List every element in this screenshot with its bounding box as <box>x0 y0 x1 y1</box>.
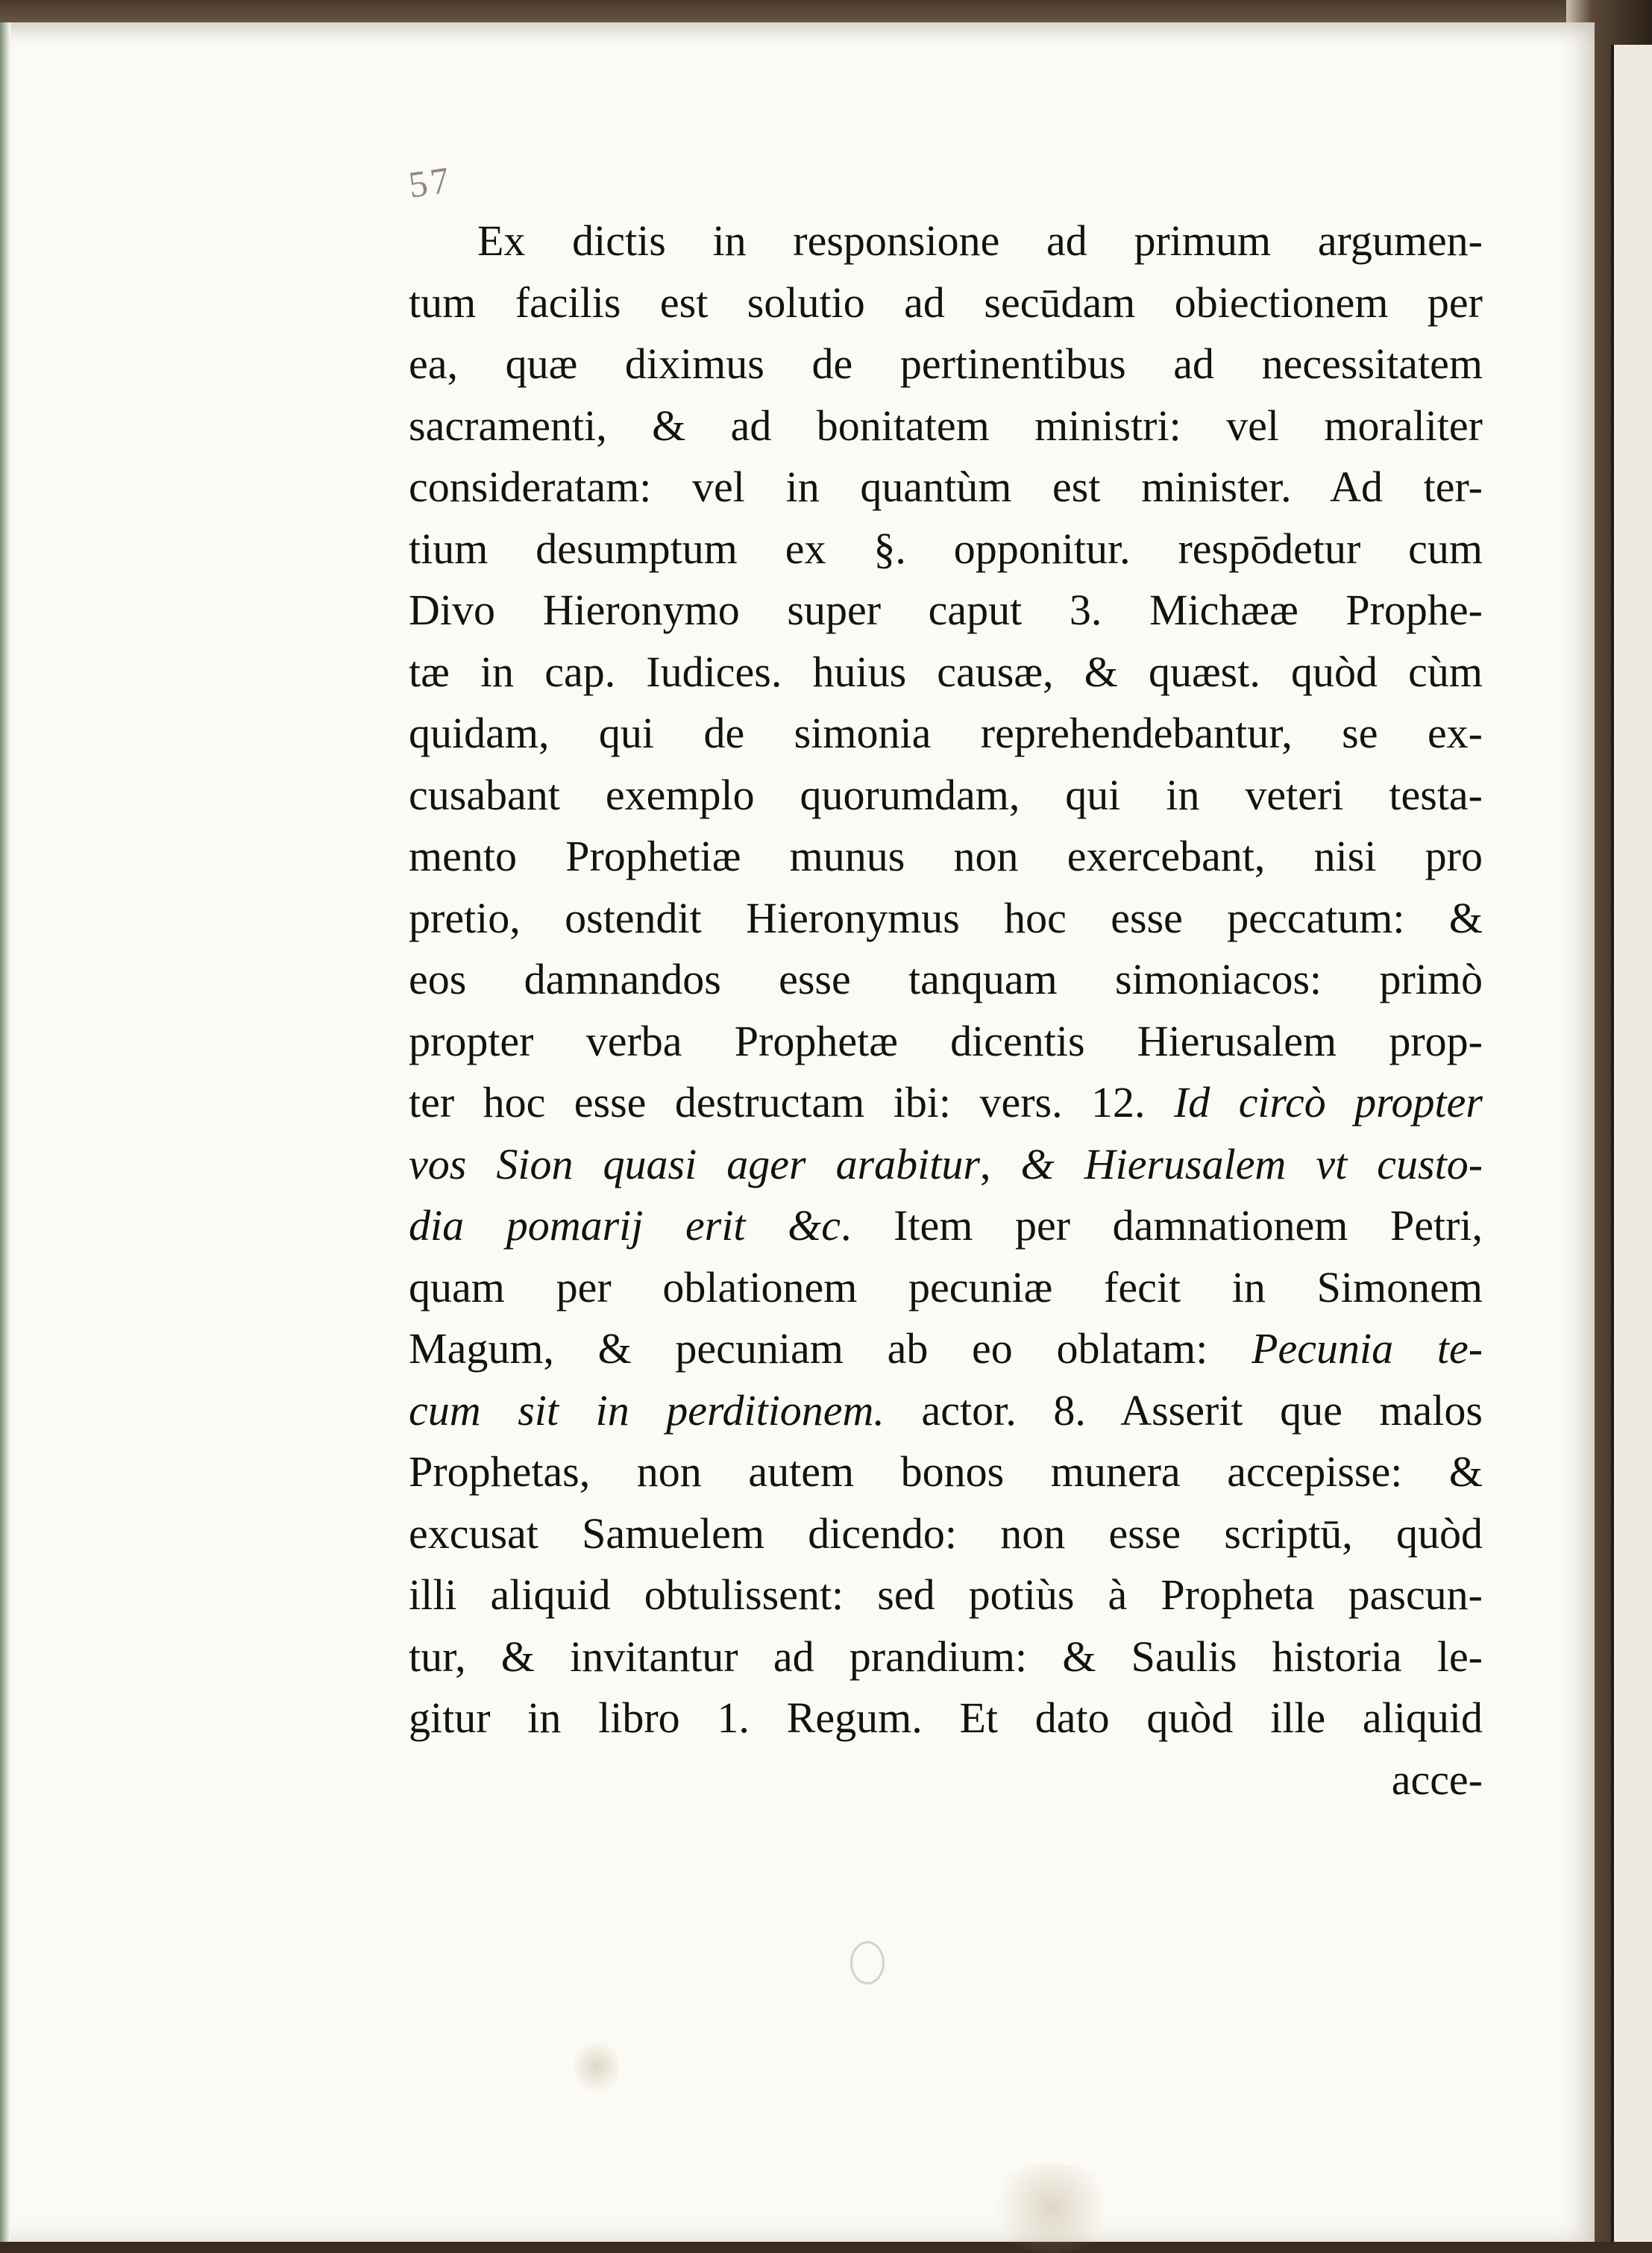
paper-stain <box>984 2163 1119 2253</box>
text-line <box>409 1441 1483 1503</box>
text-run: illi aliquid obtulissent: sed potiùs à Propheta pascun- <box>409 1570 1483 1619</box>
text-run: cusabant exemplo quorumdam, qui in veteri testa- <box>409 770 1483 819</box>
text-run: gitur in libro 1. Regum. Et dato quòd ille aliquid <box>409 1693 1483 1742</box>
text-run: . Item per damnationem Petri, <box>841 1201 1483 1250</box>
italic-text-run: dia pomarij erit &c <box>409 1201 841 1250</box>
text-line <box>409 1503 1483 1565</box>
text-run: Ex dictis in responsione ad primum argumen- <box>477 216 1483 265</box>
paper-stain <box>574 2037 619 2096</box>
text-line <box>409 765 1483 827</box>
text-line <box>409 272 1483 334</box>
text-run: tium desumptum ex §. opponitur. respōdetur cum <box>409 524 1483 573</box>
text-run: quam per oblationem pecuniæ fecit in Simonem <box>409 1262 1483 1312</box>
text-line <box>409 1011 1483 1073</box>
text-line <box>409 1134 1483 1196</box>
text-run: quidam, qui de simonia reprehendebantur, se ex- <box>409 709 1483 757</box>
page-number: 57 <box>406 158 455 206</box>
text-line <box>409 210 1483 272</box>
text-run: ea, quæ diximus de pertinentibus ad necessitatem <box>409 339 1483 388</box>
text-line <box>409 1195 1483 1257</box>
text-run: tur, & invitantur ad prandium: & Saulis historia le- <box>409 1632 1483 1681</box>
text-line <box>409 333 1483 395</box>
body-text <box>409 210 1483 1811</box>
paper-hole <box>850 1941 885 1984</box>
text-line <box>409 457 1483 518</box>
italic-text-run: Id circò propter <box>1173 1078 1483 1126</box>
text-run: actor. 8. Asserit que malos <box>884 1385 1483 1435</box>
text-line <box>409 1688 1483 1749</box>
text-run: Prophetas, non autem bonos munera accepisse: & <box>409 1447 1483 1496</box>
text-line <box>409 949 1483 1011</box>
text-run: eos damnandos esse tanquam simoniacos: primò <box>409 955 1483 1003</box>
text-run: tæ in cap. Iudices. huius causæ, & quæst. quòd cùm <box>409 647 1483 696</box>
text-line <box>409 1626 1483 1688</box>
text-run: pretio, ostendit Hieronymus hoc esse peccatum: & <box>409 893 1483 942</box>
text-line <box>409 1257 1483 1319</box>
text-run: tum facilis est solutio ad secūdam obiectionem per <box>409 278 1483 327</box>
text-line <box>409 518 1483 580</box>
text-line <box>409 888 1483 950</box>
page-edge-shadow <box>0 22 10 2242</box>
text-run: Magum, & pecuniam ab eo oblatam: <box>409 1324 1252 1373</box>
text-run: ter hoc esse destructam ibi: vers. 12. <box>409 1078 1174 1126</box>
italic-text-run: cum sit in perditionem. <box>409 1385 885 1435</box>
text-run: mento Prophetiæ munus non exercebant, nisi pro <box>409 832 1483 880</box>
text-run: sacramenti, & ad bonitatem ministri: vel moraliter <box>409 401 1483 450</box>
text-line <box>409 580 1483 642</box>
text-line <box>409 1749 1483 1811</box>
text-run: propter verba Prophetæ dicentis Hierusalem prop- <box>409 1016 1483 1065</box>
text-run: excusat Samuelem dicendo: non esse scriptū, quòd <box>409 1508 1483 1558</box>
text-line <box>409 395 1483 457</box>
text-run: consideratam: vel in quantùm est minister. Ad ter- <box>409 463 1483 511</box>
italic-text-run: Pecunia te- <box>1251 1324 1483 1373</box>
text-line <box>409 1072 1483 1134</box>
italic-text-run: & Hierusalem vt custo- <box>1020 1139 1483 1188</box>
text-line <box>409 642 1483 704</box>
text-line <box>409 1380 1483 1442</box>
facing-page-edge <box>1611 45 1652 2242</box>
italic-text-run: vos Sion quasi ager arabitur <box>409 1139 980 1188</box>
text-line <box>409 703 1483 765</box>
text-run: Divo Hieronymo super caput 3. Michææ Prophe- <box>409 586 1483 634</box>
text-line <box>409 1564 1483 1626</box>
text-run: acce- <box>1391 1755 1483 1804</box>
text-line <box>409 1318 1483 1380</box>
text-line <box>409 826 1483 888</box>
text-run: , <box>979 1139 1021 1188</box>
